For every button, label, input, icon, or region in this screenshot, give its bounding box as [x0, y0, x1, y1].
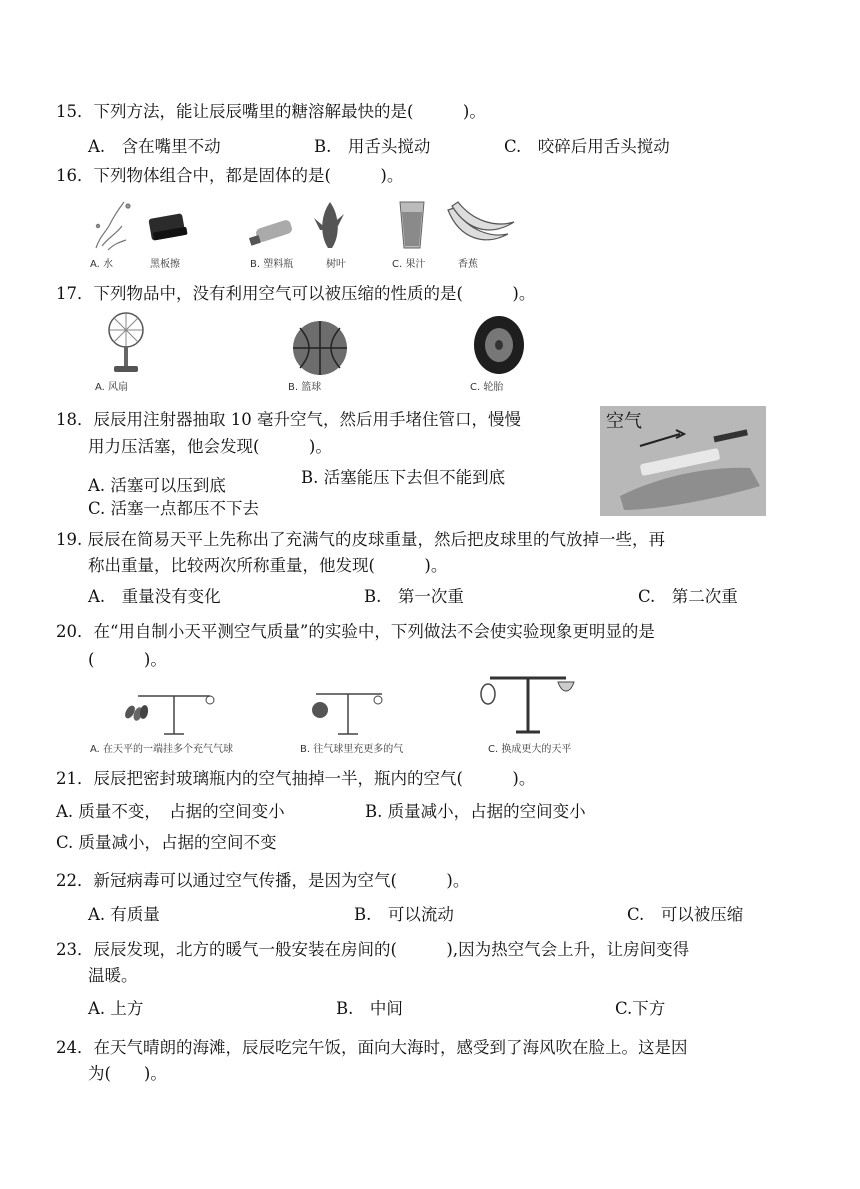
q16-label-a: A. 水 [90, 259, 114, 270]
larger-balance-image [478, 670, 578, 736]
q17-label-a: A. 风扇 [95, 382, 129, 393]
question-text: ．新冠病毒可以通过空气传播，是因为空气( )。 [77, 871, 470, 890]
q15-option-b: B. 用舌头搅动 [314, 137, 431, 156]
question-18-stem-line1 [56, 410, 521, 430]
question-number: 22 [56, 871, 77, 890]
question-number: 19 [56, 530, 77, 549]
question-23-stem-line2: 温暖。 [88, 966, 138, 985]
q23-option-c: C.下方 [615, 999, 666, 1018]
question-text: ．下列物体组合中，都是固体的是( )。 [77, 166, 404, 185]
q15-option-a: A. 含在嘴里不动 [88, 137, 221, 156]
q22-option-b: B. 可以流动 [354, 905, 454, 924]
q19-option-b: B. 第一次重 [364, 587, 464, 606]
question-18-stem-line2: 用力压活塞，他会发现( )。 [88, 437, 332, 456]
q20-label-a: A. 在天平的一端挂多个充气气球 [90, 744, 234, 755]
q17-label-c: C. 轮胎 [470, 382, 504, 393]
question-16-stem [56, 166, 403, 186]
question-24-stem-line2: 为( )。 [88, 1064, 167, 1083]
question-text: ．下列方法，能让辰辰嘴里的糖溶解最快的是( )。 [77, 102, 486, 121]
q20-label-b: B. 往气球里充更多的气 [300, 744, 404, 755]
q23-option-a: A. 上方 [88, 999, 144, 1018]
question-text: . 辰辰在简易天平上先称出了充满气的皮球重量，然后把皮球里的气放掉一些，再 [77, 530, 665, 549]
q16-images [88, 196, 528, 256]
question-number: 23 [56, 940, 77, 959]
question-20-stem-line2: ( )。 [88, 650, 167, 669]
q20-label-c: C. 换成更大的天平 [488, 744, 572, 755]
blackboard-eraser-image [148, 213, 187, 241]
question-17-stem [56, 284, 535, 304]
question-number: 21 [56, 769, 77, 788]
question-text: ．在天气晴朗的海滩，辰辰吃完午饭，面向大海时，感受到了海风吹在脸上。这是因 [77, 1038, 688, 1057]
q21-option-c: C. 质量减小，占据的空间不变 [56, 833, 277, 852]
question-23-stem-line1 [56, 940, 689, 960]
juice-glass-image [400, 202, 424, 248]
q18-option-b: B. 活塞能压下去但不能到底 [301, 468, 506, 487]
question-22-stem [56, 871, 469, 891]
question-text: ．辰辰用注射器抽取 10 毫升空气，然后用手堵住管口，慢慢 [77, 410, 521, 429]
q22-option-c: C. 可以被压缩 [627, 905, 744, 924]
q23-option-b: B. 中间 [336, 999, 403, 1018]
question-text: ．辰辰把密封玻璃瓶内的空气抽掉一半，瓶内的空气( )。 [77, 769, 536, 788]
question-number: 16 [56, 166, 77, 185]
water-splash-image [96, 202, 130, 250]
syringe-figure-label: 空气 [606, 411, 642, 432]
question-number: 17 [56, 284, 77, 303]
q18-option-c: C. 活塞一点都压不下去 [88, 499, 260, 518]
leaf-image [314, 202, 344, 248]
plastic-bottle-image [249, 219, 293, 246]
q16-label-leaf: 树叶 [326, 259, 346, 270]
question-text: ．下列物品中，没有利用空气可以被压缩的性质的是( )。 [77, 284, 536, 303]
tire-image [472, 314, 526, 376]
banana-image [448, 202, 514, 240]
question-20-stem-line1 [56, 622, 655, 642]
balance-inflated-balloon-image [308, 690, 388, 736]
question-text: ．辰辰发现，北方的暖气一般安装在房间的( ),因为热空气会上升，让房间变得 [77, 940, 690, 959]
q18-option-a: A. 活塞可以压到底 [88, 476, 226, 495]
question-24-stem-line1 [56, 1038, 688, 1058]
q16-label-b: B. 塑料瓶 [250, 259, 294, 270]
question-number: 24 [56, 1038, 77, 1057]
q19-option-c: C. 第二次重 [638, 587, 738, 606]
balance-many-balloons-image [120, 690, 230, 736]
q15-option-c: C. 咬碎后用舌头搅动 [504, 137, 670, 156]
question-19-stem-line1 [56, 530, 665, 550]
q19-option-a: A. 重量没有变化 [88, 587, 221, 606]
q16-label-eraser: 黑板擦 [150, 259, 180, 270]
question-number: 20 [56, 622, 77, 641]
q22-option-a: A. 有质量 [88, 905, 160, 924]
q21-option-b: B. 质量减小，占据的空间变小 [365, 802, 586, 821]
question-number: 18 [56, 410, 77, 429]
question-19-stem-line2: 称出重量，比较两次所称重量，他发现( )。 [88, 556, 448, 575]
q17-label-b: B. 篮球 [288, 382, 322, 393]
q21-option-a: A. 质量不变， 占据的空间变小 [56, 802, 285, 821]
question-21-stem [56, 769, 535, 789]
q16-label-banana: 香蕉 [458, 259, 478, 270]
fan-image [100, 310, 156, 376]
question-15-stem [56, 102, 486, 122]
q16-illustrations [88, 196, 528, 256]
basketball-image [290, 318, 350, 378]
q16-label-c: C. 果汁 [392, 259, 426, 270]
question-number: 15 [56, 102, 77, 121]
question-text: ．在“用自制小天平测空气质量”的实验中，下列做法不会使实验现象更明显的是 [77, 622, 655, 641]
